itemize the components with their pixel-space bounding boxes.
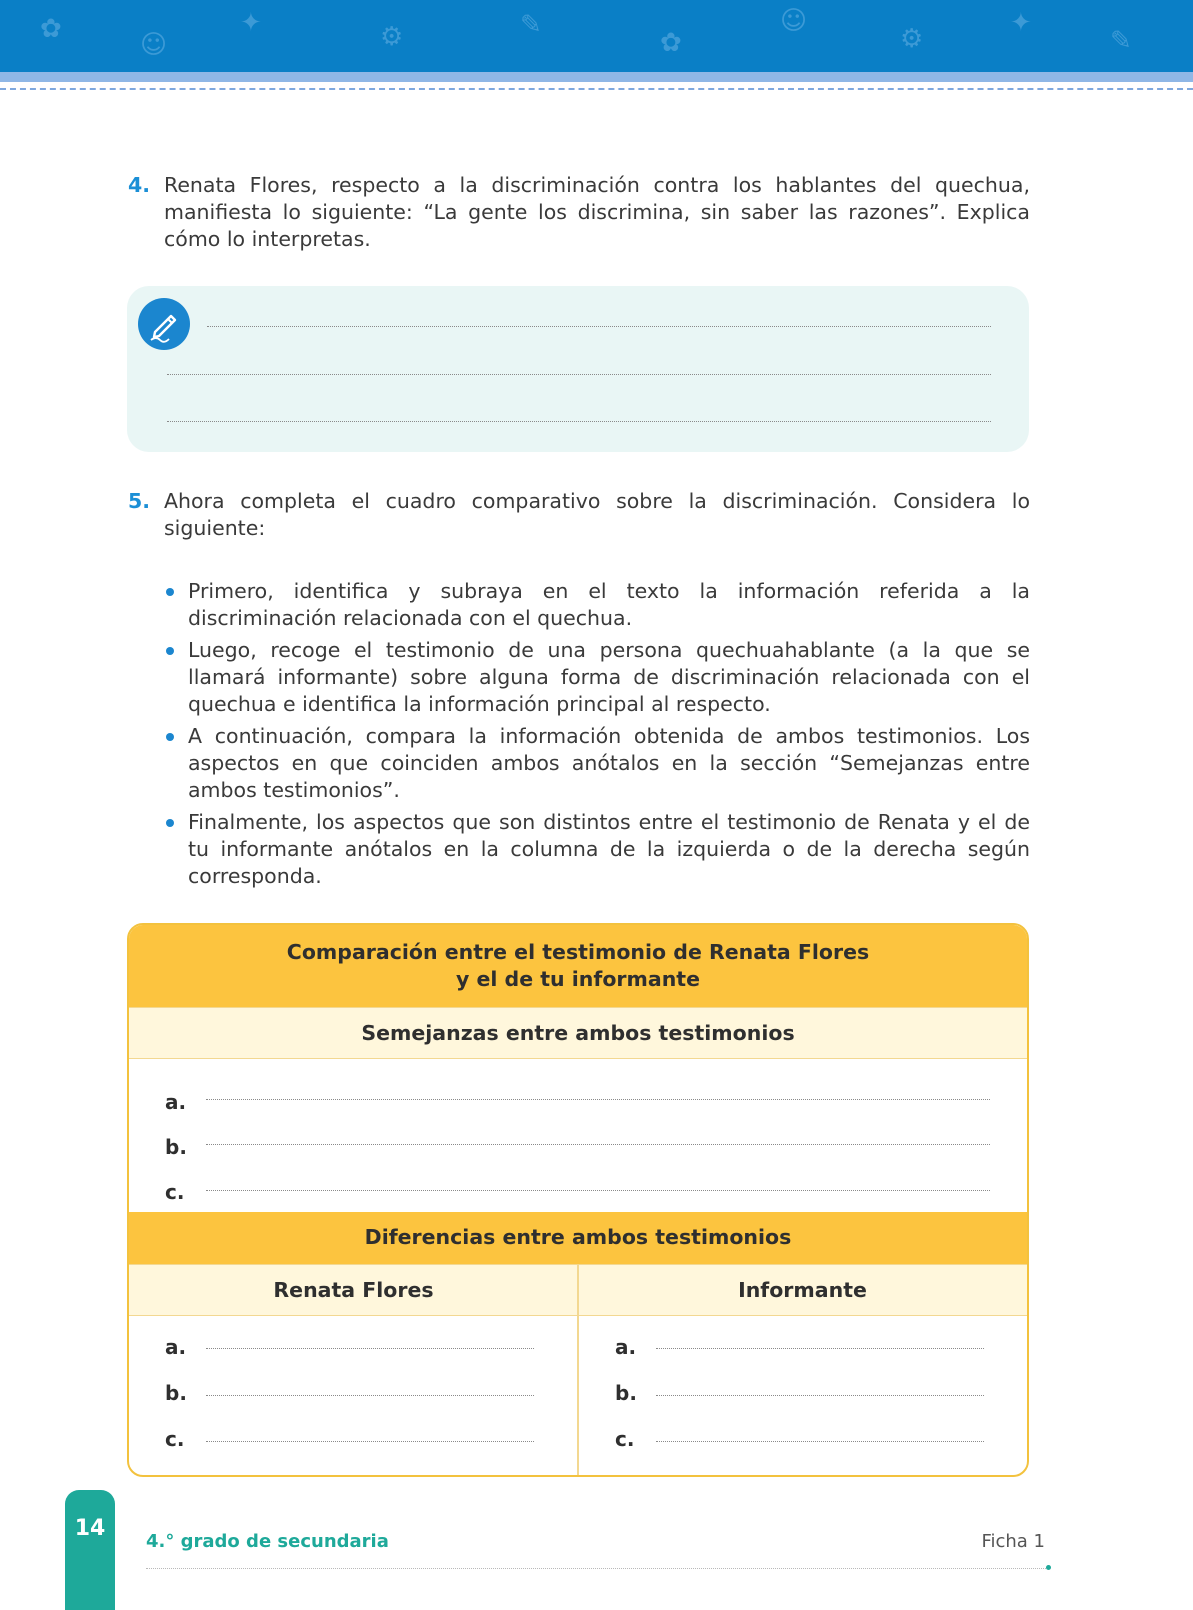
column-informante: Informante <box>738 1278 867 1302</box>
question-5 <box>128 488 1030 542</box>
instruction-list <box>164 578 1030 895</box>
column-renata-flores: Renata Flores <box>273 1278 434 1302</box>
row-letter-b: b. <box>165 1135 187 1159</box>
question-number: 4. <box>128 173 151 197</box>
answer-line[interactable] <box>207 326 991 327</box>
answer-line[interactable] <box>656 1348 984 1349</box>
pencil-doodle-icon: ✎ <box>1110 26 1132 56</box>
footer-divider <box>146 1568 1046 1569</box>
question-text: Ahora completa el cuadro comparativo sobre la discriminación. Considera lo siguiente: <box>164 489 1030 540</box>
differences-header <box>129 1212 1027 1264</box>
row-letter-c: c. <box>615 1427 635 1451</box>
footer-sheet: Ficha 1 <box>981 1531 1045 1552</box>
bullet-dot-icon <box>166 819 174 827</box>
smiley-doodle-icon: ☺ <box>140 30 168 60</box>
page-number: 14 <box>65 1490 115 1610</box>
answer-line[interactable] <box>206 1348 534 1349</box>
similarities-label: Semejanzas entre ambos testimonios <box>361 1021 795 1045</box>
row-letter-b: b. <box>615 1381 637 1405</box>
answer-line[interactable] <box>206 1441 534 1442</box>
answer-line[interactable] <box>167 421 991 422</box>
answer-line[interactable] <box>167 374 991 375</box>
table-title-line2: y el de tu informante <box>455 967 701 991</box>
row-letter-c: c. <box>165 1180 185 1204</box>
table-title-line1: Comparación entre el testimonio de Renata Flores <box>286 940 870 964</box>
question-number: 5. <box>128 489 151 513</box>
row-letter-b: b. <box>165 1381 187 1405</box>
answer-line[interactable] <box>206 1190 990 1191</box>
list-item: Luego, recoge el testimonio de una persona quechuahablante (a la que se llamará informante) sobre alguna forma de discriminación relacionada con el quechua e identifica la información principal al respecto. <box>164 637 1030 718</box>
footer-grade: 4.° grado de secundaria <box>146 1531 389 1552</box>
bullet-dot-icon <box>166 588 174 596</box>
header-banner <box>0 0 1193 72</box>
row-letter-a: a. <box>615 1335 637 1359</box>
similarities-header <box>129 1007 1027 1059</box>
comparison-table <box>127 923 1029 1477</box>
bullet-dot-icon <box>166 733 174 741</box>
answer-line[interactable] <box>206 1099 990 1100</box>
list-item: Primero, identifica y subraya en el texto la información referida a la discriminación relacionada con el quechua. <box>164 578 1030 632</box>
smiley-doodle-icon: ☺ <box>780 6 808 36</box>
pencil-icon <box>138 298 190 350</box>
star-doodle-icon: ✦ <box>1010 8 1032 38</box>
gear-doodle-icon: ⚙ <box>900 24 924 54</box>
list-item: A continuación, compara la información obtenida de ambos testimonios. Los aspectos en que coinciden ambos anótalos en la sección “Semejanzas entre ambos testimonios”. <box>164 723 1030 804</box>
star-doodle-icon: ✦ <box>240 8 262 38</box>
answer-line[interactable] <box>656 1395 984 1396</box>
differences-label: Diferencias entre ambos testimonios <box>364 1225 792 1249</box>
answer-line[interactable] <box>206 1144 990 1145</box>
footer-dot <box>1046 1565 1051 1570</box>
row-letter-a: a. <box>165 1335 187 1359</box>
bullet-dot-icon <box>166 647 174 655</box>
row-letter-a: a. <box>165 1090 187 1114</box>
header-dashed-line <box>0 88 1193 90</box>
row-letter-c: c. <box>165 1427 185 1451</box>
question-4 <box>128 172 1030 253</box>
column-divider <box>577 1264 579 1477</box>
answer-line[interactable] <box>206 1395 534 1396</box>
table-title-header <box>129 925 1027 1007</box>
flower-doodle-icon: ✿ <box>40 14 62 44</box>
list-item: Finalmente, los aspectos que son distintos entre el testimonio de Renata y el de tu informante anótalos en la columna de la izquierda o de la derecha según corresponda. <box>164 809 1030 890</box>
answer-box <box>127 286 1029 452</box>
header-strip <box>0 72 1193 82</box>
question-text: Renata Flores, respecto a la discriminación contra los hablantes del quechua, manifiesta lo siguiente: “La gente los discrimina, sin saber las razones”. Explica cómo lo interpretas. <box>164 173 1030 251</box>
answer-line[interactable] <box>656 1441 984 1442</box>
pencil-doodle-icon: ✎ <box>520 10 542 40</box>
gear-doodle-icon: ⚙ <box>380 22 404 52</box>
flower-doodle-icon: ✿ <box>660 28 682 58</box>
